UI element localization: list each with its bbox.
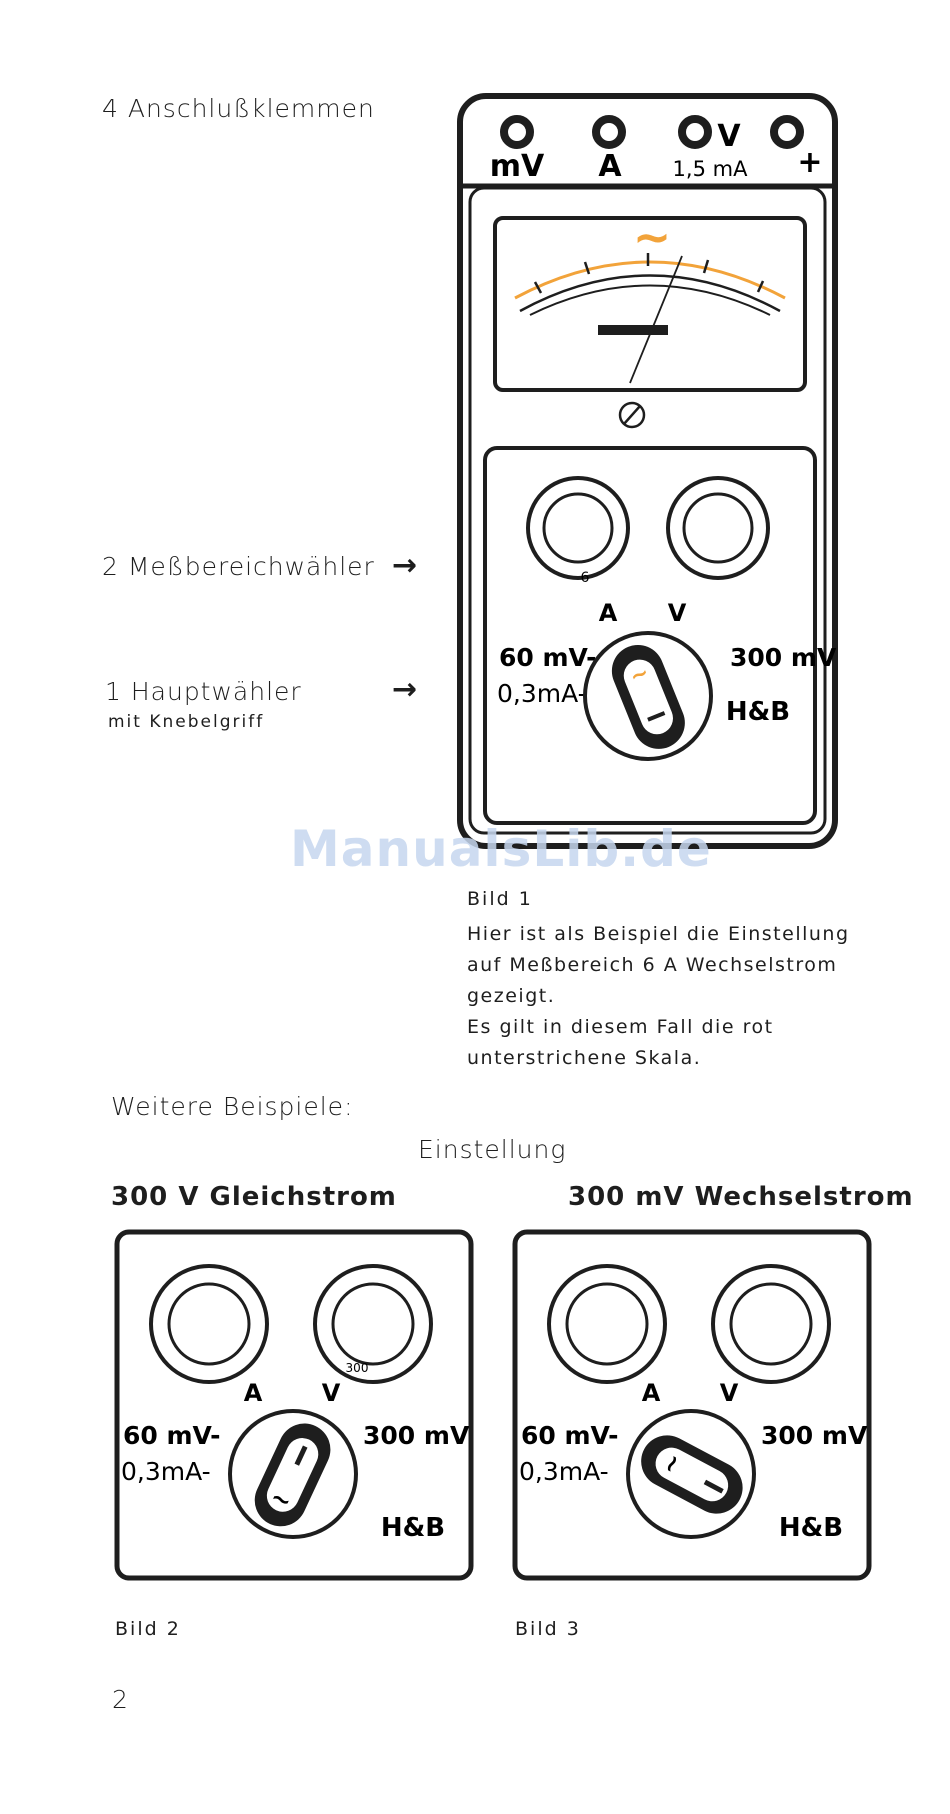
fig3-label-300mv: 300 mV xyxy=(761,1421,868,1450)
meter-scale-outer xyxy=(520,276,780,312)
fig2-main-knob xyxy=(230,1411,356,1537)
main-label-60mv: 60 mV- xyxy=(499,643,597,672)
fig2-label-03ma: 0,3mA- xyxy=(121,1457,211,1486)
fig3-label-03ma: 0,3mA- xyxy=(519,1457,609,1486)
fig2-grip-ac-symbol: ~ xyxy=(266,1482,297,1517)
caption1-title: Bild 1 xyxy=(467,888,533,910)
fig2-label-60mv: 60 mV- xyxy=(123,1421,221,1450)
fig3-label-60mv: 60 mV- xyxy=(521,1421,619,1450)
terminal-v-icon xyxy=(682,119,708,145)
setting-heading: Einstellung xyxy=(418,1135,567,1164)
terminals-label: 4 Anschlußklemmen xyxy=(102,94,375,123)
range-selector-left-knob xyxy=(528,478,628,578)
terminal-plus-icon xyxy=(774,119,800,145)
fig3-grip-ac-symbol: ~ xyxy=(654,1448,689,1480)
fig3-right-knob xyxy=(713,1266,829,1382)
range-selector-right-knob xyxy=(668,478,768,578)
terminal-a-icon xyxy=(596,119,622,145)
terminal-mv-icon xyxy=(504,119,530,145)
range-selector-arrow-icon: → xyxy=(392,548,418,583)
page-number: 2 xyxy=(112,1685,129,1714)
terminal-label-mv: mV xyxy=(489,149,545,184)
fig2-range-marker-300: 300 xyxy=(345,1361,369,1375)
fig2-label-300mv: 300 mV xyxy=(363,1421,470,1450)
meter-dc-symbol xyxy=(598,325,668,335)
terminal-label-a: A xyxy=(598,149,622,184)
main-selector-label: 1 Hauptwähler xyxy=(105,677,302,706)
fig3-left-knob xyxy=(549,1266,665,1382)
figure3-panel xyxy=(511,1228,873,1582)
main-label-03ma: 0,3mA- xyxy=(497,679,587,708)
fig2-left-knob xyxy=(151,1266,267,1382)
main-label-a: A xyxy=(598,599,618,627)
zero-adjust-screw-icon xyxy=(620,403,644,427)
fig2-brand-logo: H&B xyxy=(380,1513,446,1543)
terminal-label-v: V xyxy=(717,119,741,154)
fig3-main-knob xyxy=(628,1411,754,1537)
meter-ac-scale xyxy=(515,262,785,298)
caption1-text1: Hier ist als Beispiel die Einstellung auf Meßbereich 6 A Wechselstrom gezeigt. xyxy=(467,923,850,1007)
terminal-label-plus: + xyxy=(797,145,823,180)
range-marker-6: 6 xyxy=(580,570,590,586)
figure3-heading: 300 mV Wechselstrom xyxy=(568,1182,914,1212)
main-selector-arrow-icon: → xyxy=(392,672,418,707)
watermark: ManualsLib.de xyxy=(290,820,712,878)
fig3-label-v: V xyxy=(719,1379,739,1407)
meter-ac-symbol: ~ xyxy=(632,210,672,264)
fig3-label-a: A xyxy=(641,1379,661,1407)
figure2-heading: 300 V Gleichstrom xyxy=(111,1182,397,1212)
figure2-caption: Bild 2 xyxy=(115,1618,181,1640)
range-selector-label: 2 Meßbereichwähler xyxy=(102,552,375,581)
caption1-text2: Es gilt in diesem Fall die rot unterstrichene Skala. xyxy=(467,1016,774,1069)
grip-ac-symbol: ~ xyxy=(626,660,653,691)
fig2-label-a: A xyxy=(243,1379,263,1407)
main-selector-knob xyxy=(585,633,711,759)
instrument-drawing xyxy=(440,88,860,858)
brand-logo: H&B xyxy=(725,697,791,727)
main-selector-sublabel: mit Knebelgriff xyxy=(108,712,265,732)
figure3-caption: Bild 3 xyxy=(515,1618,581,1640)
fig2-right-knob xyxy=(315,1266,431,1382)
fig2-label-v: V xyxy=(321,1379,341,1407)
main-label-300mv: 300 mV xyxy=(730,643,837,672)
terminal-label-1-5ma: 1,5 mA xyxy=(672,157,748,181)
main-label-v: V xyxy=(667,599,687,627)
fig3-brand-logo: H&B xyxy=(778,1513,844,1543)
more-examples-heading: Weitere Beispiele: xyxy=(111,1092,354,1121)
figure2-panel xyxy=(113,1228,475,1582)
